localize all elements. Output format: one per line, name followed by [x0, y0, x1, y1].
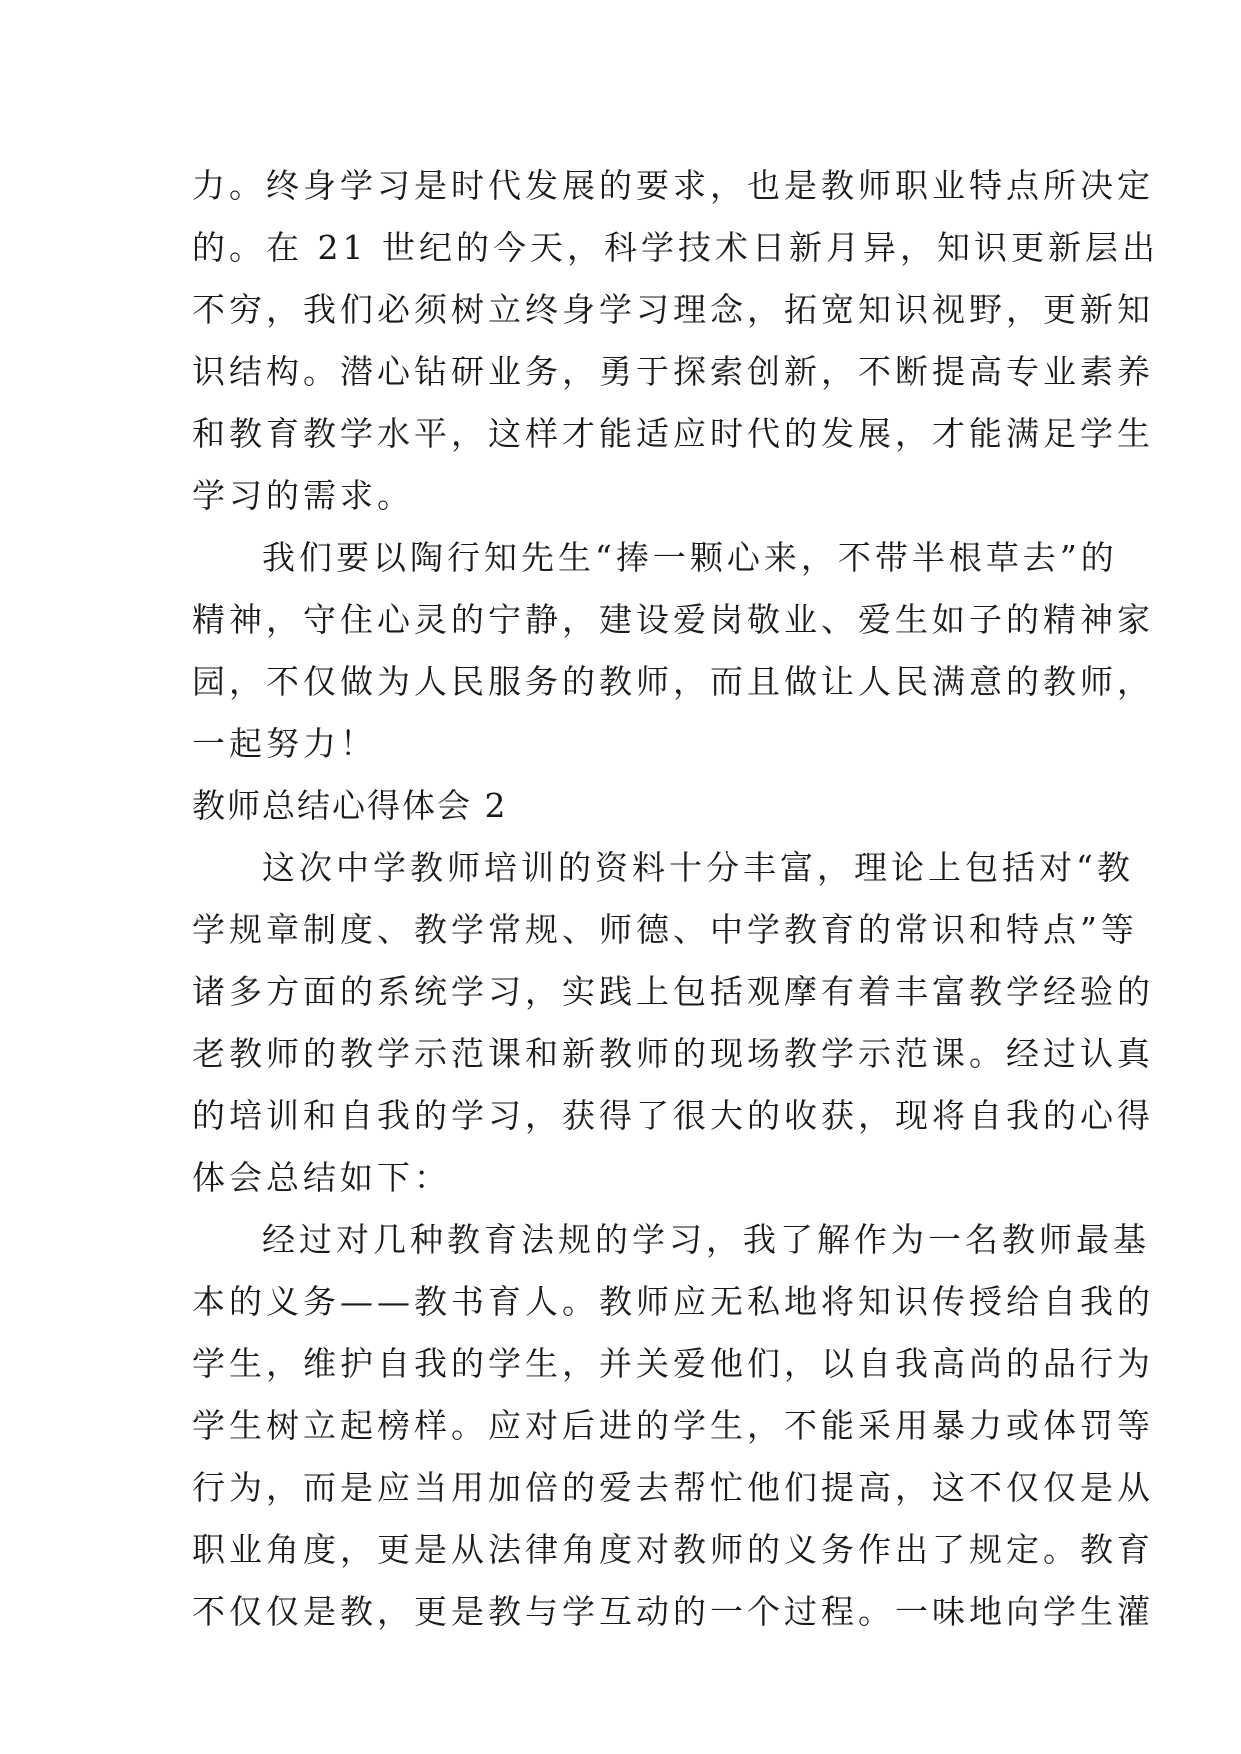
text-line: 学习的需求。: [192, 476, 414, 515]
text-line: 学生，维护自我的学生，并关爱他们，以自我高尚的品行为: [192, 1344, 1154, 1383]
document-body: [192, 155, 1159, 1643]
text-line: 老教师的教学示范课和新教师的现场教学示范课。经过认真: [192, 1034, 1154, 1073]
text-line: 力。终身学习是时代发展的要求，也是教师职业特点所决定: [192, 166, 1154, 205]
text-line: 不仅仅是教，更是教与学互动的一个过程。一味地向学生灌: [192, 1592, 1154, 1631]
text-line: 学规章制度、教学常规、师德、中学教育的常识和特点”等: [192, 910, 1138, 949]
text-line: 的。在 21 世纪的今天，科学技术日新月异，知识更新层出: [192, 228, 1159, 267]
text-line: 这次中学教师培训的资料十分丰富，理论上包括对“教: [262, 848, 1134, 887]
text-line: 行为，而是应当用加倍的爱去帮忙他们提高，这不仅仅是从: [192, 1468, 1154, 1507]
text-line: 体会总结如下：: [192, 1158, 451, 1197]
text-line: 精神，守住心灵的宁静，建设爱岗敬业、爱生如子的精神家: [192, 600, 1154, 639]
text-line: 和教育教学水平，这样才能适应时代的发展，才能满足学生: [192, 414, 1154, 453]
text-line: 识结构。潜心钻研业务，勇于探索创新，不断提高专业素养: [192, 352, 1154, 391]
text-line: 一起努力！: [192, 724, 377, 763]
text-line: 职业角度，更是从法律角度对教师的义务作出了规定。教育: [192, 1530, 1154, 1569]
text-line: 学生树立起榜样。应对后进的学生，不能采用暴力或体罚等: [192, 1406, 1154, 1445]
text-line: 诸多方面的系统学习，实践上包括观摩有着丰富教学经验的: [192, 972, 1154, 1011]
text-line: 的培训和自我的学习，获得了很大的收获，现将自我的心得: [192, 1096, 1154, 1135]
text-line: 本的义务——教书育人。教师应无私地将知识传授给自我的: [192, 1282, 1154, 1321]
text-line: 经过对几种教育法规的学习，我了解作为一名教师最基: [262, 1220, 1150, 1259]
text-line: 我们要以陶行知先生“捧一颗心来，不带半根草去”的: [262, 538, 1118, 577]
text-line: 园，不仅做为人民服务的教师，而且做让人民满意的教师，: [192, 662, 1154, 701]
text-line: 不穷，我们必须树立终身学习理念，拓宽知识视野，更新知: [192, 290, 1154, 329]
section-heading: 教师总结心得体会 2: [192, 786, 508, 825]
